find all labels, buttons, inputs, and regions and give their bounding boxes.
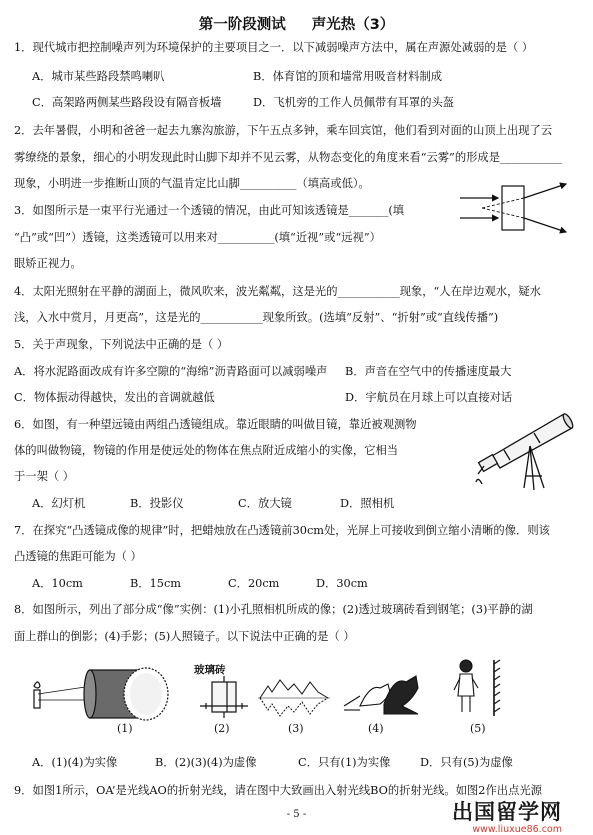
question-8-line-1: 8．如图所示，列出了部分成“像”实例：(1)小孔照相机所成的像；(2)透过玻璃砖看到钢笔；(3)平静的湖 <box>14 603 533 616</box>
watermark-name: 出国留学网 <box>452 800 562 824</box>
question-4-line-1: 4．太阳光照射在平静的湖面上，微风吹来，波光粼粼，这是光的___________现象，“人在岸边观水，疑水 <box>14 285 541 298</box>
q7-option-a: A．10cm <box>32 577 83 590</box>
figure-3-label: (3) <box>288 722 304 735</box>
figure-1-label: (1) <box>117 722 133 735</box>
question-6-line-2: 体的叫做物镜，物镜的作用是使远处的物体在焦点附近成缩小的实像，它相当 <box>14 444 399 457</box>
pinhole-camera-figure <box>22 660 180 726</box>
concave-lens-diagram <box>458 180 570 236</box>
question-9-line-1: 9．如图1所示，OA’是光线AO的折射光线，请在图中大致画出入射光线BO的折射光线。如图2作出点光源 <box>14 784 542 797</box>
site-watermark <box>452 796 562 835</box>
q5-option-a: A．将水泥路面改成有许多空隙的“海绵”沥青路面可以减弱噪声 <box>14 365 328 378</box>
q8-option-d: D．只有(5)为虚像 <box>420 756 513 769</box>
q5-option-d: D．宇航员在月球上可以直接对话 <box>345 391 513 404</box>
figure-5-label: (5) <box>470 722 486 735</box>
question-2-line-1: 2．去年暑假，小明和爸爸一起去九寨沟旅游，下午五点多钟，乘车回宾馆，他们看到对面的山顶上出现了云 <box>14 124 553 137</box>
q7-option-c: C．20cm <box>228 577 280 590</box>
q6-option-c: C．放大镜 <box>238 497 292 510</box>
question-8-line-2: 面上群山的倒影；(4)手影；(5)人照镜子。以下说法中正确的是（ ） <box>14 630 355 643</box>
figure-4-label: (4) <box>368 722 384 735</box>
q1-option-b: B．体育馆的顶和墙常用吸音材料制成 <box>253 70 443 83</box>
glass-block-label: 玻璃砖 <box>194 664 226 676</box>
question-6-line-1: 6．如图，有一种望远镜由两组凸透镜组成。靠近眼睛的叫做目镜，靠近被观测物 <box>14 418 417 431</box>
question-2-line-3: 现象，小明进一步推断山顶的气温肯定比山脚__________（填高或低）。 <box>14 177 370 190</box>
mirror-person-figure <box>440 656 510 720</box>
question-1-text: 1．现代城市把控制噪声列为环境保护的主要项目之一．以下减弱噪声方法中，属在声源处减弱的是（ ） <box>14 41 534 54</box>
hand-shadow-figure <box>340 670 422 718</box>
q8-option-c: C．只有(1)为实像 <box>298 756 391 769</box>
q7-option-b: B．15cm <box>130 577 182 590</box>
mountain-reflection-figure <box>258 676 330 720</box>
question-2-line-2: 雾缭绕的景象，细心的小明发现此时山脚下却并不见云雾，从物态变化的角度来看“云雾”的形成是___________ <box>14 151 563 164</box>
question-3-line-3: 眼矫正视力。 <box>14 257 82 270</box>
figure-2-label: (2) <box>214 722 230 735</box>
q5-option-c: C．物体振动得越快，发出的音调就越低 <box>14 391 215 404</box>
q7-option-d: D．30cm <box>316 577 368 590</box>
glass-block-pen-figure <box>194 676 254 720</box>
question-5-text: 5．关于声现象，下列说法中正确的是（ ） <box>14 338 229 351</box>
title-part2: 声光热（3） <box>311 17 395 33</box>
question-7-line-1: 7．在探究“凸透镜成像的规律”时，把蜡烛放在凸透镜前30cm处，光屏上可接收到倒立缩小清晰的像．则该 <box>14 524 550 537</box>
question-3-line-1: 3．如图所示是一束平行光通过一个透镜的情况，由此可知该透镜是_______(填 <box>14 204 405 217</box>
watermark-url: www.liuxue86.com <box>472 824 562 835</box>
q1-option-a: A．城市某些路段禁鸣喇叭 <box>32 70 165 83</box>
q1-option-c: C．高架路两侧某些路段设有隔音板墙 <box>32 96 222 109</box>
page-number: - 5 - <box>286 809 307 820</box>
question-7-line-2: 凸透镜的焦距可能为（ ） <box>14 550 142 563</box>
q8-option-a: A．(1)(4)为实像 <box>32 756 118 769</box>
q6-option-a: A．幻灯机 <box>32 497 86 510</box>
q6-option-d: D．照相机 <box>340 497 395 510</box>
question-3-line-2: “凸”或“凹”）透镜，这类透镜可以用来对__________(填“近视”或“远视”） <box>14 231 381 244</box>
title-part1: 第一阶段测试 <box>198 17 286 33</box>
page-title <box>0 13 593 34</box>
q8-option-b: B．(2)(3)(4)为虚像 <box>155 756 257 769</box>
question-6-line-3: 于一架（ ） <box>14 470 75 483</box>
telescope-picture <box>464 400 582 492</box>
question-4-line-2: 浅，入水中赏月，月更高”，这是光的___________现象所致。(选填“反射”、“折射”或“直线传播”) <box>14 311 499 324</box>
q1-option-d: D．飞机旁的工作人员佩带有耳罩的头盔 <box>253 96 455 109</box>
q6-option-b: B．投影仪 <box>130 497 184 510</box>
q5-option-b: B．声音在空气中的传播速度最大 <box>345 365 512 378</box>
